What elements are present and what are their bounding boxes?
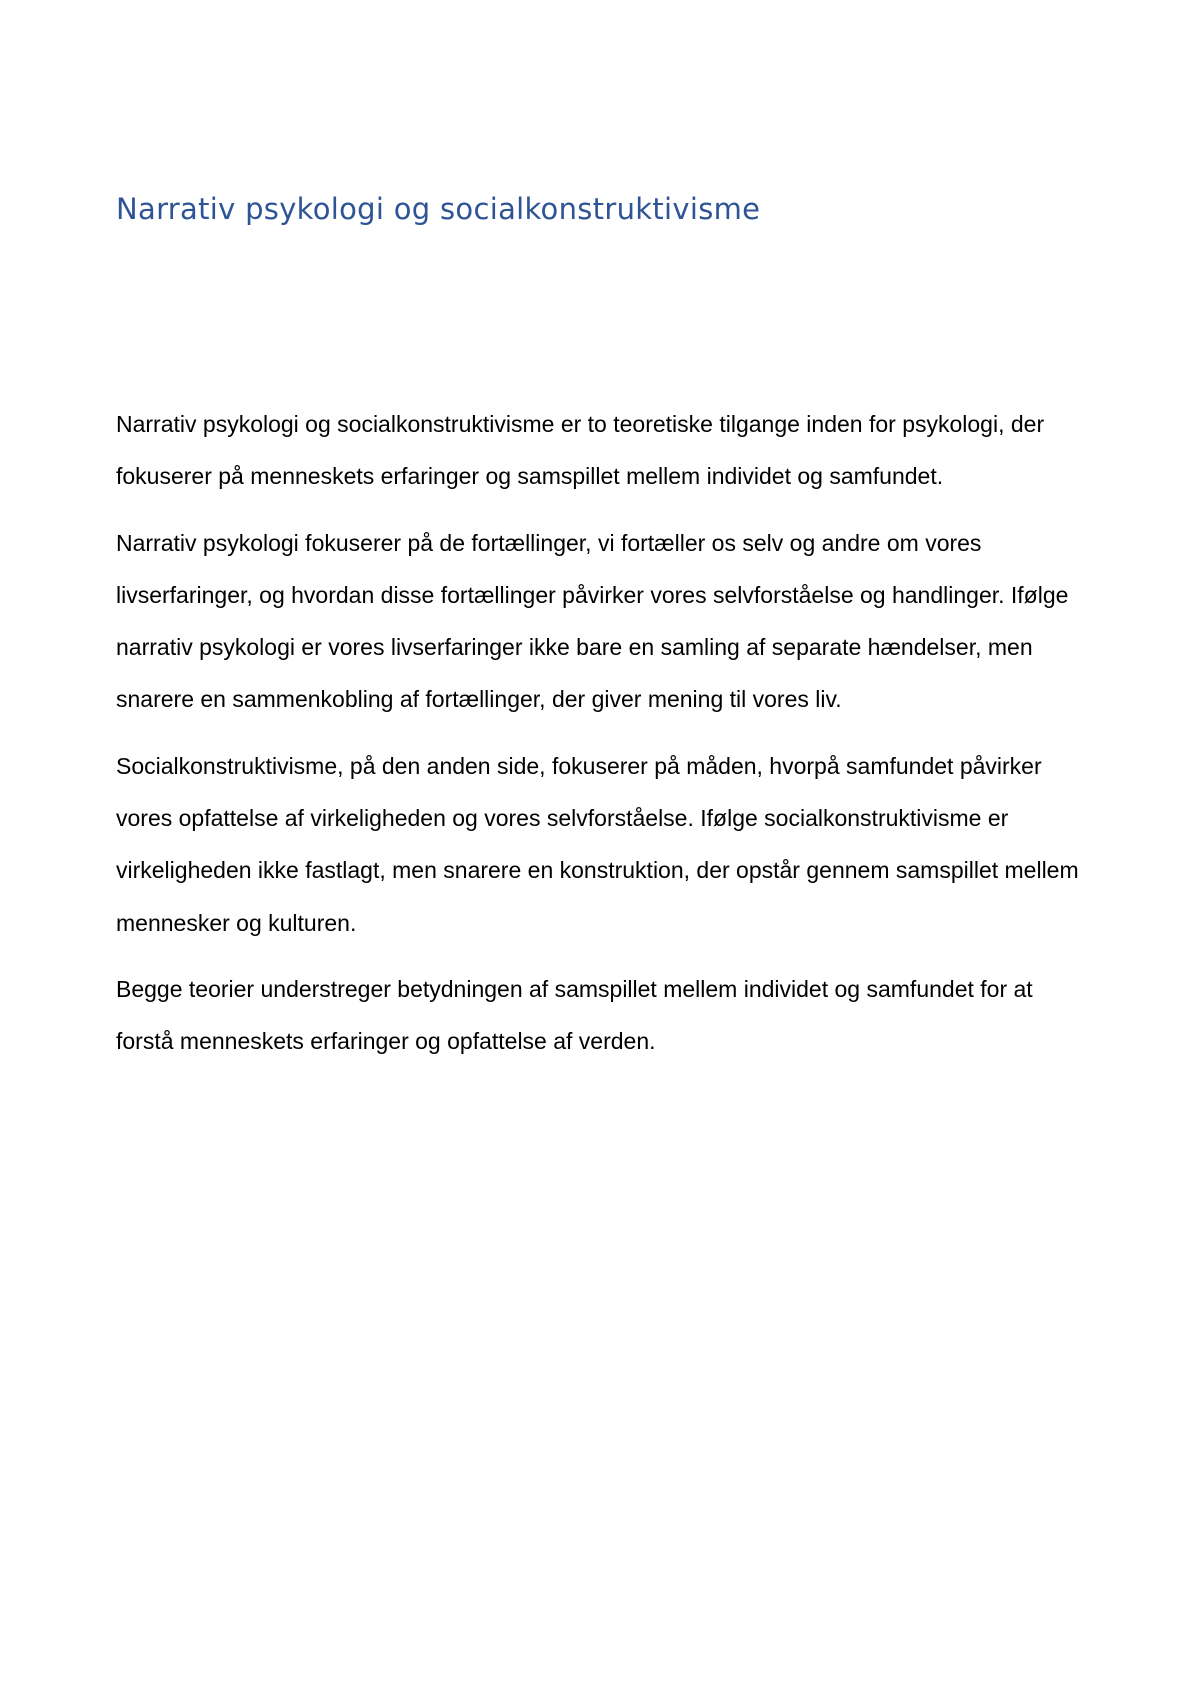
document-body (116, 398, 1096, 1082)
paragraph-conclusion: Begge teorier understreger betydningen af samspillet mellem individet og samfundet for at forstå menneskets erfaringer og opfattelse af verden. (116, 975, 1033, 1055)
paragraph-narrative-psychology: Narrativ psykologi fokuserer på de fortællinger, vi fortæller os selv og andre om vores livserfaringer, og hvordan disse fortællinger påvirker vores selvforståelse og handlinger. Ifølge narrativ psykologi er vores livserfaringer ikke bare en samling af separate hændelser, men snarere en sammenkobling af fortællinger, der giver mening til vores liv. (116, 529, 1069, 713)
paragraph-intro: Narrativ psykologi og socialkonstruktivisme er to teoretiske tilgange inden for psykologi, der fokuserer på menneskets erfaringer og samspillet mellem individet og samfundet. (116, 411, 1045, 490)
paragraph-social-constructivism: Socialkonstruktivisme, på den anden side, fokuserer på måden, hvorpå samfundet påvirker vores opfattelse af virkeligheden og vores selvforståelse. Ifølge socialkonstruktivisme er virkeligheden ikke fastlagt, men snarere en konstruktion, der opstår gennem samspillet mellem mennesker og kulturen. (116, 752, 1079, 936)
document-title: Narrativ psykologi og socialkonstruktivisme (116, 192, 761, 226)
